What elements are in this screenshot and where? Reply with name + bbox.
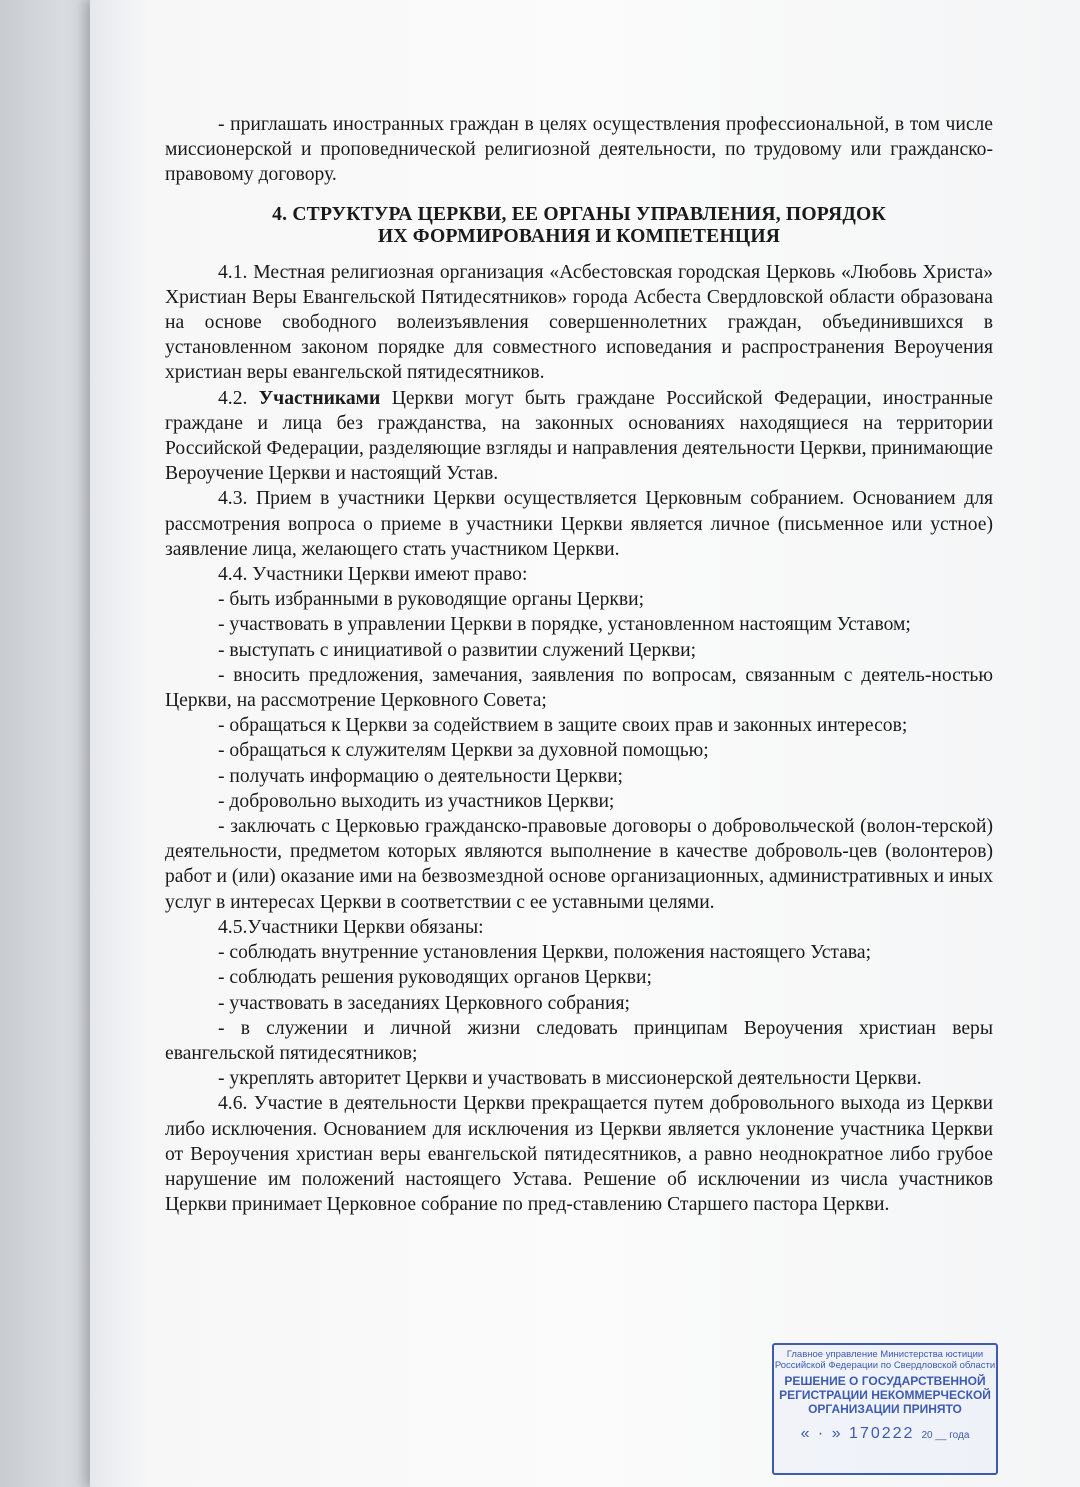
section-heading-line-1: 4. СТРУКТУРА ЦЕРКВИ, ЕЕ ОРГАНЫ УПРАВЛЕНИЯ, ПОРЯДОК bbox=[272, 203, 886, 225]
stamp-authority: Главное управление Министерства юстиции Российской Федерации по Свердловской области bbox=[774, 1349, 996, 1371]
registration-stamp bbox=[772, 1343, 998, 1475]
duties-item: - соблюдать внутренние установления Церкви, положения настоящего Устава; bbox=[218, 942, 872, 964]
duties-item: - в служении и личной жизни следовать принципам Вероучения христиан веры евангельской пятидесятников; bbox=[165, 1017, 993, 1064]
paragraph-4-5: 4.5.Участники Церкви обязаны: bbox=[218, 916, 484, 938]
paragraph-4-1: 4.1. Местная религиозная организация «Асбестовская городская Церковь «Любовь Христа» Христиан Веры Евангельской Пятидесятников» города Асбеста Свердловской области образована на основе свободного волеизъявления совершеннолетних граждан, объединившихся в установленном законом порядке для совместного исповедания и распространения Вероучения христиан веры евангельской пятидесятников. bbox=[165, 261, 993, 384]
rights-item: - получать информацию о деятельности Церкви; bbox=[218, 765, 624, 787]
rights-item: - выступать с инициативой о развитии служений Церкви; bbox=[218, 639, 697, 661]
paragraph-4-2-bold-term: Участниками bbox=[258, 387, 381, 409]
rights-item: - добровольно выходить из участников Церкви; bbox=[218, 790, 615, 812]
duties-item: - участвовать в заседаниях Церковного собрания; bbox=[218, 992, 630, 1014]
section-heading-line-2: ИХ ФОРМИРОВАНИЯ И КОМПЕТЕНЦИЯ bbox=[377, 225, 781, 247]
stamp-date-value: « · » 170222 bbox=[800, 1425, 915, 1442]
rights-item: - быть избранными в руководящие органы Церкви; bbox=[218, 589, 645, 611]
paragraph-4-2-number: 4.2. bbox=[218, 387, 259, 409]
rights-item: - заключать с Церковью гражданско-правовые договоры о добровольческой (волон-терской) деятельности, предметом которых являются выполнение в качестве доброволь-цев (волонтеров) работ и (или) оказание ими на безвозмездной основе организационных, административных и иных услуг в интересах Церкви в соответствии с ее уставными целями. bbox=[165, 816, 993, 913]
duties-item: - укреплять авторитет Церкви и участвовать в миссионерской деятельности Церкви. bbox=[218, 1068, 922, 1090]
rights-item: - обращаться к Церкви за содействием в защите своих прав и законных интересов; bbox=[218, 715, 908, 737]
section-heading bbox=[165, 204, 993, 248]
rights-item: - вносить предложения, замечания, заявления по вопросам, связанным с деятель-ностью Церкви, на рассмотрение Церковного Совета; bbox=[165, 664, 993, 712]
stamp-year-label: 20 __ года bbox=[921, 1430, 970, 1441]
duties-item: - соблюдать решения руководящих органов Церкви; bbox=[218, 967, 652, 989]
stamp-date bbox=[774, 1422, 996, 1443]
stamp-decision-text: РЕШЕНИЕ О ГОСУДАРСТВЕННОЙ РЕГИСТРАЦИИ НЕКОММЕРЧЕСКОЙ ОРГАНИЗАЦИИ ПРИНЯТО bbox=[779, 1374, 991, 1416]
intro-paragraph: - приглашать иностранных граждан в целях осуществления профессиональной, в том числе миссионерской и проповеднической религиозной деятельности, по трудовому или гражданско-правовому договору. bbox=[165, 114, 993, 186]
rights-item: - обращаться к служителям Церкви за духовной помощью; bbox=[218, 740, 709, 762]
paragraph-4-3: 4.3. Прием в участники Церкви осуществляется Церковным собранием. Основанием для рассмотрения вопроса о приеме в участники Церкви является личное (письменное или устное) заявление лица, желающего стать участником Церкви. bbox=[165, 488, 993, 560]
paragraph-4-2-text: Церкви могут быть граждане Российской Федерации, иностранные граждане и лица без гражданства, на законных основаниях находящиеся на территории Российской Федерации, разделяющие взгляды и направления деятельности Церкви, принимающие Вероучение Церкви и настоящий Устав. bbox=[165, 387, 994, 485]
adjacent-page-edge bbox=[0, 0, 90, 1487]
rights-item: - участвовать в управлении Церкви в порядке, установленном настоящим Уставом; bbox=[218, 614, 911, 636]
paragraph-4-4: 4.4. Участники Церкви имеют право: bbox=[218, 564, 528, 586]
paragraph-4-6: 4.6. Участие в деятельности Церкви прекращается путем добровольного выхода из Церкви либо исключения. Основанием для исключения из Церкви является уклонение участника Церкви от Вероучения христиан веры евангельской пятидесятников, а равно неоднократное либо грубое нарушение им положений настоящего Устава. Решение об исключении из числа участников Церкви принимает Церковное собрание по пред-ставлению Старшего пастора Церкви. bbox=[165, 1093, 993, 1216]
document-body bbox=[165, 112, 993, 1217]
paragraph-4-2 bbox=[165, 386, 993, 487]
